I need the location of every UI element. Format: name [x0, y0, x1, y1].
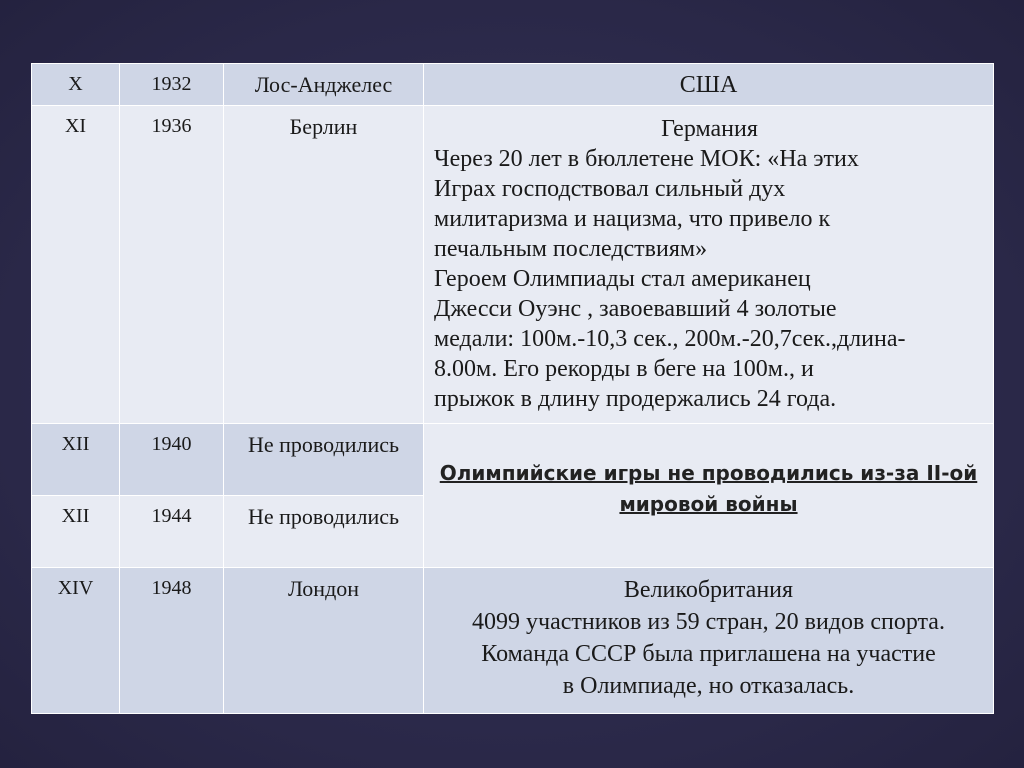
- olympiad-country: США: [424, 64, 994, 106]
- olympiad-numeral: XII: [32, 496, 120, 568]
- olympiad-city: Не проводились: [224, 496, 424, 568]
- table-row-1948: [32, 568, 994, 714]
- olympiad-numeral: XII: [32, 424, 120, 496]
- details-line: милитаризма и нацизма, что привело к: [434, 206, 831, 232]
- details-line: Через 20 лет в бюллетене МОК: «На этих: [434, 146, 859, 172]
- olympiad-details-cell: [424, 106, 994, 424]
- olympiad-year: 1936: [120, 106, 224, 424]
- olympiad-year: 1948: [120, 568, 224, 714]
- details-line: Играх господствовал сильный дух: [434, 176, 786, 202]
- details-line: Героем Олимпиады стал американец: [434, 266, 811, 292]
- details-line: 8.00м. Его рекорды в беге на 100м., и: [434, 356, 814, 382]
- olympiad-year: 1940: [120, 424, 224, 496]
- table-row-1940: [32, 424, 994, 496]
- olympiad-country: Великобритания: [623, 577, 794, 603]
- table-row-1932: [32, 64, 994, 106]
- details-line: медали: 100м.-10,3 сек., 200м.-20,7сек.,длина-: [434, 326, 906, 352]
- olympiad-city: Не проводились: [224, 424, 424, 496]
- details-line: прыжок в длину продержались 24 года.: [434, 386, 837, 412]
- olympiad-year: 1944: [120, 496, 224, 568]
- details-line: Джесси Оуэнс , завоевавший 4 золотые: [434, 296, 837, 322]
- details-line: печальным последствиям»: [434, 236, 708, 262]
- olympiad-year: 1932: [120, 64, 224, 106]
- details-line: 4099 участников из 59 стран, 20 видов спорта.: [472, 609, 945, 635]
- war-note-cell: [424, 424, 994, 568]
- table-row-1936: [32, 106, 994, 424]
- details-line: в Олимпиаде, но отказалась.: [562, 673, 855, 699]
- olympiad-numeral: X: [32, 64, 120, 106]
- olympiad-details-cell: [424, 568, 994, 714]
- details-line: Команда СССР была приглашена на участие: [481, 641, 936, 667]
- olympiad-numeral: XI: [32, 106, 120, 424]
- olympiad-country: Германия: [661, 116, 758, 142]
- olympics-table: [31, 63, 994, 714]
- olympiad-city: Лондон: [224, 568, 424, 714]
- olympiad-city: Берлин: [224, 106, 424, 424]
- olympiad-city: Лос-Анджелес: [224, 64, 424, 106]
- olympiad-numeral: XIV: [32, 568, 120, 714]
- war-note: Олимпийские игры не проводились из-за II-ой мировой войны: [439, 460, 978, 516]
